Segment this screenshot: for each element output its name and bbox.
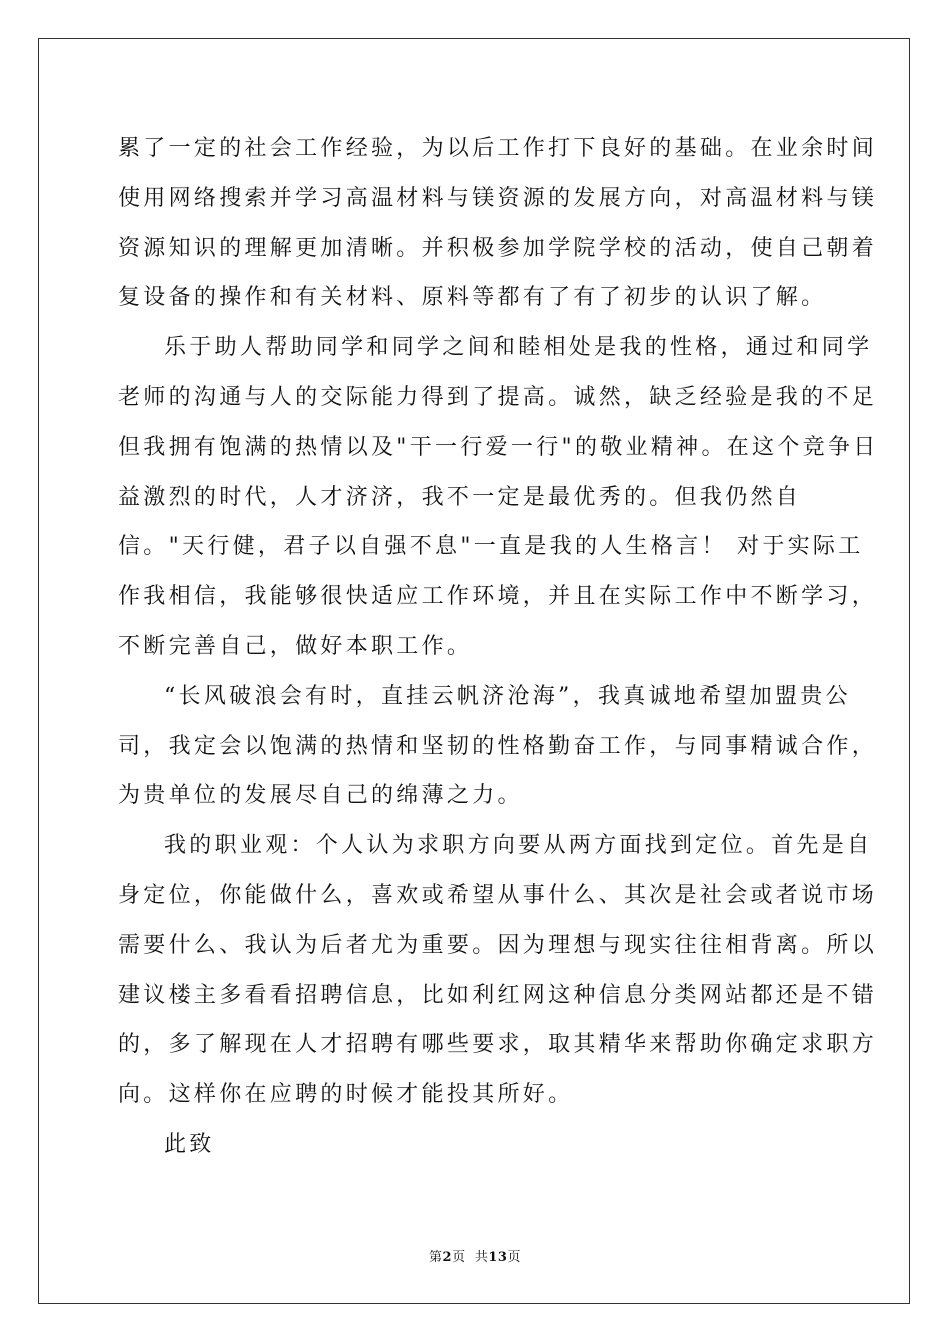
text-line: 信。"天行健，君子以自强不息"一直是我的人生格言！ 对于实际工 — [118, 534, 864, 560]
page-label-prefix: 第 — [429, 1250, 443, 1265]
text-line: 益激烈的时代，人才济济，我不一定是最优秀的。但我仍然自 — [118, 484, 802, 510]
text-line: 资源知识的理解更加清晰。并积极参加学院学校的活动，使自己朝着 — [118, 235, 878, 261]
text-line: 司，我定会以饱满的热情和坚韧的性格勤奋工作，与同事精诚合作， — [118, 733, 878, 759]
paragraph-start-line: 我的职业观：个人认为求职方向要从两方面找到定位。首先是自 — [164, 833, 873, 859]
page-footer — [0, 1246, 950, 1265]
text-line: 但我拥有饱满的热情以及"干一行爱一行"的敬业精神。在这个竞争日 — [118, 434, 879, 460]
text-line: 向。这样你在应聘的时候才能投其所好。 — [118, 1082, 574, 1108]
page-label-suffix: 页 — [507, 1250, 521, 1265]
text-line: 建议楼主多看看招聘信息，比如利红网这种信息分类网站都还是不错 — [118, 982, 878, 1008]
text-line: 累了一定的社会工作经验，为以后工作打下良好的基础。在业余时间 — [118, 136, 878, 161]
text-line: 老师的沟通与人的交际能力得到了提高。诚然，缺乏经验是我的不足 — [118, 384, 878, 410]
text-line: 不断完善自己，做好本职工作。 — [118, 633, 473, 659]
document-body — [118, 124, 879, 1170]
current-page-number: 2 — [442, 1250, 453, 1265]
text-line: 作我相信，我能够很快适应工作环境，并且在实际工作中不断学习， — [118, 584, 878, 610]
total-page-number: 13 — [488, 1250, 508, 1265]
text-line: 复设备的操作和有关材料、原料等都有了有了初步的认识了解。 — [118, 285, 827, 311]
text-line: 身定位，你能做什么，喜欢或希望从事什么、其次是社会或者说市场 — [118, 882, 878, 908]
text-line: 使用网络搜索并学习高温材料与镁资源的发展方向，对高温材料与镁 — [118, 185, 878, 211]
closing-salutation: 此致 — [164, 1131, 215, 1157]
page-label-mid: 页 共 — [452, 1250, 489, 1265]
text-line: 需要什么、我认为后者尤为重要。因为理想与现实往往相背离。所以 — [118, 932, 878, 958]
paragraph-start-line: “长风破浪会有时，直挂云帆济沧海”，我真诚地希望加盟贵公 — [164, 683, 851, 709]
text-line: 的，多了解现在人才招聘有哪些要求，取其精华来帮助你确定求职方 — [118, 1032, 878, 1058]
paragraph-start-line: 乐于助人帮助同学和同学之间和睦相处是我的性格，通过和同学 — [164, 335, 873, 361]
text-line: 为贵单位的发展尽自己的绵薄之力。 — [118, 783, 523, 809]
